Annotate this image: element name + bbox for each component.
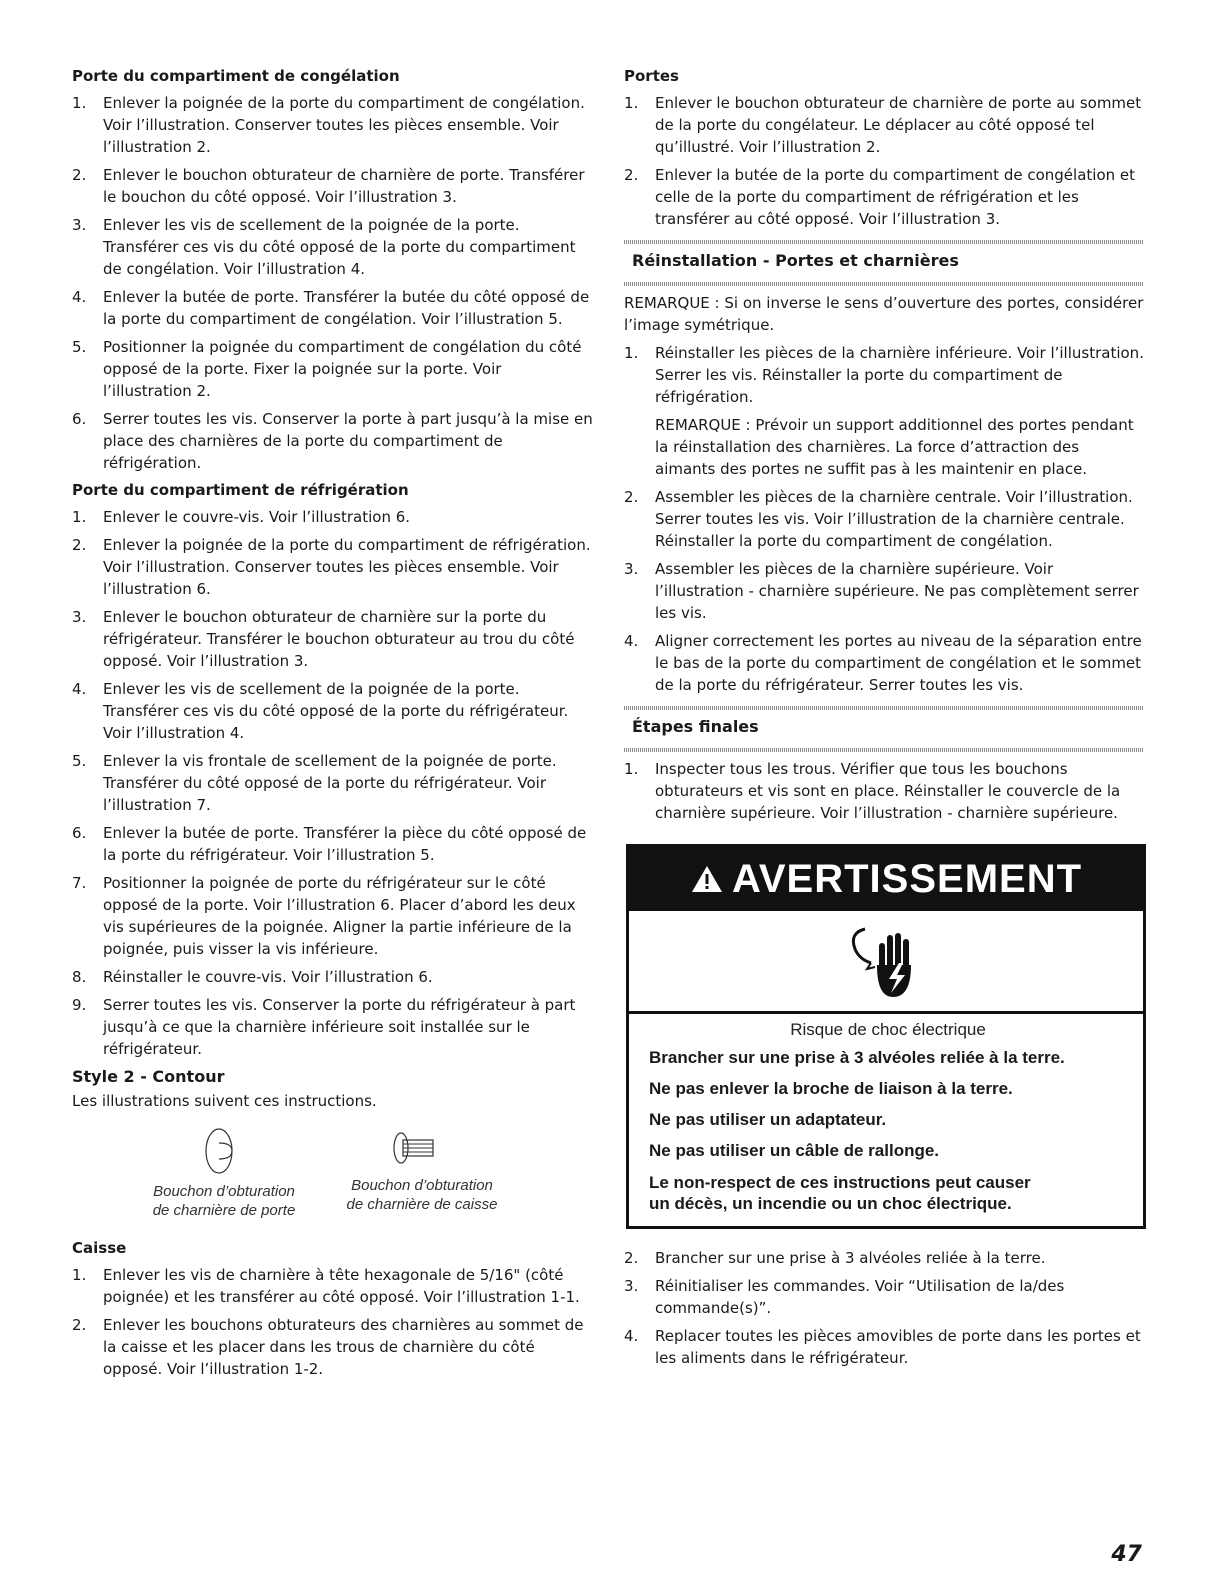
- caisse-step-2: [72, 1314, 594, 1380]
- step-number: 1.: [624, 344, 639, 362]
- fridge-door-steps: [72, 506, 594, 1060]
- list-item: [72, 606, 594, 672]
- caisse-heading: Caisse: [72, 1239, 127, 1257]
- step-number: 4.: [72, 288, 87, 306]
- step-text: Enlever le bouchon obturateur de charnière sur la porte du réfrigérateur. Transférer le bouchon obturateur au trou du côté opposé. Voir l’illustration 3.: [103, 608, 575, 670]
- step-number: 8.: [72, 968, 87, 986]
- style-heading: Style 2 - Contour: [72, 1067, 225, 1086]
- step-number: 5.: [72, 752, 87, 770]
- fridge-door-heading: Porte du compartiment de réfrigération: [72, 481, 409, 499]
- caisse-steps: [72, 1264, 594, 1380]
- step-text: Assembler les pièces de la charnière centrale. Voir l’illustration. Serrer toutes les vis. Voir l’illustration de la charnière centrale. Réinstaller la porte du compartiment de congélation.: [655, 488, 1133, 550]
- freezer-door-steps: [72, 92, 594, 474]
- step-number: 4.: [624, 632, 639, 650]
- list-item: [72, 534, 594, 600]
- list-item: [624, 630, 1144, 696]
- warning-risk: Risque de choc électrique: [790, 1020, 986, 1039]
- step-number: 3.: [624, 560, 639, 578]
- doors-steps: [624, 92, 1144, 230]
- final-step-1-text: Inspecter tous les trous. Vérifier que tous les bouchons obturateurs et vis sont en place. Réinstaller le couvercle de la charnière supérieure. Voir l’illustration - charnière supérieure.: [655, 760, 1121, 822]
- step-number: 2.: [624, 488, 639, 506]
- list-item: [72, 92, 594, 158]
- step-number: 1.: [624, 94, 639, 112]
- final-steps-continued: [624, 1247, 1144, 1369]
- freezer-door-heading: Porte du compartiment de congélation: [72, 67, 400, 85]
- list-item: [72, 822, 594, 866]
- step-text: Enlever la poignée de la porte du compartiment de réfrigération. Voir l’illustration. Conserver toutes les pièces ensemble. Voir l’illustration 6.: [103, 536, 591, 598]
- list-item: [72, 408, 594, 474]
- case-plug-caption-1: Bouchon d’obturation: [351, 1177, 493, 1194]
- step-number: 4.: [624, 1327, 639, 1345]
- step-text: Brancher sur une prise à 3 alvéoles reliée à la terre.: [655, 1249, 1046, 1267]
- step-text: Enlever la butée de la porte du compartiment de congélation et celle de la porte du compartiment de réfrigération et les transférer au côté opposé. Voir l’illustration 3.: [655, 166, 1135, 228]
- step-number: 5.: [72, 338, 87, 356]
- step-number: 2.: [72, 1316, 87, 1334]
- caisse-step-1-text-b: (côté poignée) et les transférer au côté opposé. Voir l’illustration 1-1.: [103, 1266, 580, 1306]
- reinstall-step-1: [624, 342, 1144, 480]
- step-text: Enlever les vis de scellement de la poignée de la porte. Transférer ces vis du côté opposé de la porte du réfrigérateur. Voir l’illustration 4.: [103, 680, 569, 742]
- list-item: [72, 872, 594, 960]
- caisse-step-1-text-a: Enlever les vis de charnière à tête hexagonale de: [103, 1266, 480, 1284]
- step-text: Serrer toutes les vis. Conserver la porte à part jusqu’à la mise en place des charnières de la porte du compartiment de réfrigération.: [103, 410, 593, 472]
- step-number: 2.: [72, 536, 87, 554]
- plug-illustrations: [144, 1126, 594, 1220]
- warning-consequence-2: un décès, un incendie ou un choc électrique.: [649, 1194, 1012, 1213]
- warning-consequence-1: Le non-respect de ces instructions peut causer: [649, 1173, 1031, 1192]
- step-text: Replacer toutes les pièces amovibles de porte dans les portes et les aliments dans le réfrigérateur.: [655, 1327, 1141, 1367]
- list-item: [72, 994, 594, 1060]
- final-steps: [624, 758, 1144, 824]
- section-divider: [624, 240, 1144, 244]
- step-number: 1.: [72, 94, 87, 112]
- step-number: 2.: [624, 1249, 639, 1267]
- step-text: Enlever la vis frontale de scellement de la poignée de porte. Transférer du côté opposé de la porte du réfrigérateur. Voir l’illustration 7.: [103, 752, 557, 814]
- step-number: 1.: [72, 508, 87, 526]
- list-item: [72, 966, 594, 988]
- step-number: 3.: [624, 1277, 639, 1295]
- step-text: Enlever le bouchon obturateur de charnière de porte au sommet de la porte du congélateur. Le déplacer au côté opposé tel qu’illustré. Voir l’illustration 2.: [655, 94, 1142, 156]
- step-number: 7.: [72, 874, 87, 892]
- list-item: [624, 1275, 1144, 1319]
- case-hinge-plug-figure: [342, 1126, 502, 1220]
- step-text: Enlever la poignée de la porte du compartiment de congélation. Voir l’illustration. Conserver toutes les pièces ensemble. Voir l’illustration 2.: [103, 94, 585, 156]
- list-item: [624, 558, 1144, 624]
- reinstall-heading: Réinstallation - Portes et charnières: [632, 251, 959, 270]
- warning-body: [629, 1014, 1143, 1226]
- door-plug-caption-1: Bouchon d’obturation: [153, 1183, 295, 1200]
- style-intro: Les illustrations suivent ces instructions.: [72, 1092, 377, 1110]
- step-number: 4.: [72, 680, 87, 698]
- doors-heading: Portes: [624, 67, 679, 85]
- step-text: Positionner la poignée du compartiment de congélation du côté opposé de la porte. Fixer la poignée sur la porte. Voir l’illustration 2.: [103, 338, 582, 400]
- right-column: [624, 66, 1144, 1375]
- list-item: [624, 164, 1144, 230]
- step-number: 6.: [72, 824, 87, 842]
- step-number: 3.: [72, 216, 87, 234]
- step-text: Enlever le couvre-vis. Voir l’illustration 6.: [103, 508, 411, 526]
- section-divider: [624, 706, 1144, 710]
- warning-triangle-icon: [690, 864, 724, 894]
- section-divider: [624, 748, 1144, 752]
- step-text: Positionner la poignée de porte du réfrigérateur sur le côté opposé de la porte. Voir l’illustration 6. Placer d’abord les deux vis supérieures de la poignée. Aligner la partie inférieure de la poignée, puis visser la vis inférieure.: [103, 874, 576, 958]
- list-item: [72, 336, 594, 402]
- list-item: [72, 164, 594, 208]
- section-divider: [624, 282, 1144, 286]
- case-plug-caption-2: de charnière de caisse: [346, 1196, 498, 1213]
- door-hinge-plug-icon: [202, 1126, 246, 1176]
- step-number: 6.: [72, 410, 87, 428]
- door-plug-caption-2: de charnière de porte: [152, 1202, 296, 1219]
- final-step-1: [624, 758, 1144, 824]
- step-text: Enlever le bouchon obturateur de charnière de porte. Transférer le bouchon du côté opposé. Voir l’illustration 3.: [103, 166, 585, 206]
- door-hinge-plug-figure: [144, 1126, 304, 1220]
- warning-line-3: Ne pas utiliser un adaptateur.: [649, 1110, 887, 1129]
- step-number: 1.: [72, 1266, 87, 1284]
- reinstall-steps: [624, 342, 1144, 480]
- reinstall-step-1-note: REMARQUE : Prévoir un support additionnel des portes pendant la réinstallation des charnières. La force d’attraction des aimants des portes ne suffit pas à les maintenir en place.: [655, 416, 1134, 478]
- electric-shock-hand-icon: [841, 919, 931, 1003]
- final-steps-heading: Étapes finales: [632, 717, 759, 736]
- electrical-shock-warning: [626, 844, 1146, 1229]
- warning-header: [629, 847, 1143, 911]
- warning-line-1: Brancher sur une prise à 3 alvéoles reliée à la terre.: [649, 1048, 1065, 1067]
- reinstall-remark: REMARQUE : Si on inverse le sens d’ouverture des portes, considérer l’image symétrique.: [624, 294, 1144, 334]
- caisse-step-1: [72, 1264, 594, 1308]
- list-item: [624, 1325, 1144, 1369]
- list-item: [72, 678, 594, 744]
- step-text: Réinitialiser les commandes. Voir “Utilisation de la/des commande(s)”.: [655, 1277, 1065, 1317]
- list-item: [72, 286, 594, 330]
- step-number: 9.: [72, 996, 87, 1014]
- step-text: Aligner correctement les portes au niveau de la séparation entre le bas de la porte du compartiment de congélation et le sommet de la porte du réfrigérateur. Serrer toutes les vis.: [655, 632, 1142, 694]
- hex-screw-size: 5/16": [479, 1266, 521, 1284]
- list-item: [72, 214, 594, 280]
- step-text: Serrer toutes les vis. Conserver la porte du réfrigérateur à part jusqu’à ce que la charnière inférieure soit installée sur le réfrigérateur.: [103, 996, 576, 1058]
- list-item: [624, 486, 1144, 552]
- list-item: [72, 750, 594, 816]
- warning-title: AVERTISSEMENT: [731, 856, 1083, 901]
- step-text: Enlever la butée de porte. Transférer la butée du côté opposé de la porte du compartiment de congélation. Voir l’illustration 5.: [103, 288, 590, 328]
- list-item: [72, 506, 594, 528]
- step-number: 2.: [72, 166, 87, 184]
- left-column: [72, 66, 594, 1386]
- step-number: 1.: [624, 760, 639, 778]
- page-number: 47: [1111, 1542, 1142, 1567]
- warning-line-2: Ne pas enlever la broche de liaison à la terre.: [649, 1079, 1013, 1098]
- list-item: [624, 1247, 1144, 1269]
- step-number: 2.: [624, 166, 639, 184]
- step-text: Réinstaller le couvre-vis. Voir l’illustration 6.: [103, 968, 433, 986]
- reinstall-steps-continued: [624, 486, 1144, 696]
- list-item: [624, 92, 1144, 158]
- step-text: Enlever les vis de scellement de la poignée de la porte. Transférer ces vis du côté opposé de la porte du compartiment de congélation. Voir l’illustration 4.: [103, 216, 576, 278]
- reinstall-step-1-text: Réinstaller les pièces de la charnière inférieure. Voir l’illustration. Serrer les vis. Réinstaller la porte du compartiment de réfrigération.: [655, 344, 1144, 406]
- step-number: 3.: [72, 608, 87, 626]
- case-hinge-plug-icon: [389, 1126, 455, 1170]
- warning-line-4: Ne pas utiliser un câble de rallonge.: [649, 1141, 940, 1160]
- warning-pictogram: [629, 911, 1143, 1014]
- step-text: Enlever la butée de porte. Transférer la pièce du côté opposé de la porte du réfrigérateur. Voir l’illustration 5.: [103, 824, 587, 864]
- step-text: Assembler les pièces de la charnière supérieure. Voir l’illustration - charnière supérieure. Ne pas complètement serrer les vis.: [655, 560, 1139, 622]
- caisse-step-2-text: Enlever les bouchons obturateurs des charnières au sommet de la caisse et les placer dans les trous de charnière du côté opposé. Voir l’illustration 1-2.: [103, 1316, 584, 1378]
